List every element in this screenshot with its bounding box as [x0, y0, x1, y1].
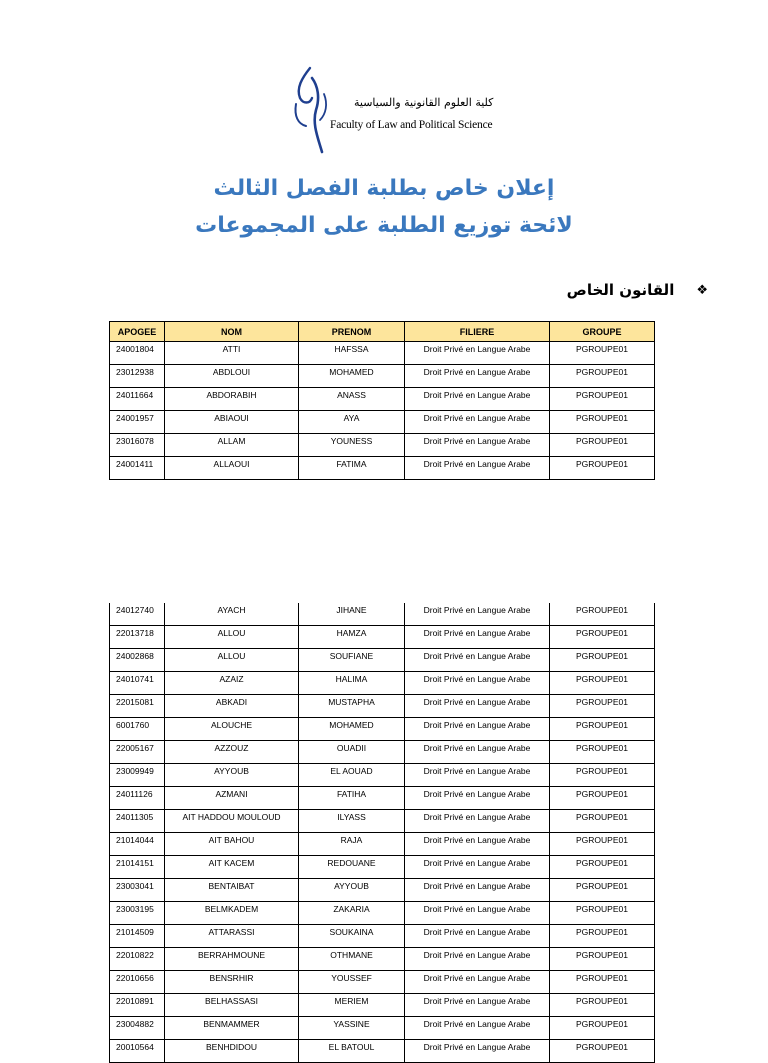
- filiere-cell: Droit Privé en Langue Arabe: [405, 741, 550, 764]
- filiere-cell: Droit Privé en Langue Arabe: [405, 603, 550, 626]
- apogee-cell: 22010822: [110, 948, 165, 971]
- column-header-apogee: APOGEE: [110, 322, 165, 342]
- prenom-cell: ANASS: [299, 388, 405, 411]
- nom-cell: AYYOUB: [165, 764, 299, 787]
- apogee-cell: 23012938: [110, 365, 165, 388]
- groupe-cell: PGROUPE01: [550, 649, 655, 672]
- groupe-cell: PGROUPE01: [550, 342, 655, 365]
- groupe-cell: PGROUPE01: [550, 994, 655, 1017]
- students-table-top: [109, 321, 655, 480]
- nom-cell: ABDLOUI: [165, 365, 299, 388]
- filiere-cell: Droit Privé en Langue Arabe: [405, 457, 550, 480]
- prenom-cell: ZAKARIA: [299, 902, 405, 925]
- nom-cell: AZMANI: [165, 787, 299, 810]
- nom-cell: BENHDIDOU: [165, 1040, 299, 1063]
- prenom-cell: HAMZA: [299, 626, 405, 649]
- apogee-cell: 21014151: [110, 856, 165, 879]
- nom-cell: BERRAHMOUNE: [165, 948, 299, 971]
- nom-cell: AIT HADDOU MOULOUD: [165, 810, 299, 833]
- filiere-cell: Droit Privé en Langue Arabe: [405, 1040, 550, 1063]
- table-row: [110, 649, 655, 672]
- section-heading: [567, 281, 708, 299]
- groupe-cell: PGROUPE01: [550, 626, 655, 649]
- table-row: [110, 902, 655, 925]
- prenom-cell: SOUFIANE: [299, 649, 405, 672]
- groupe-cell: PGROUPE01: [550, 879, 655, 902]
- groupe-cell: PGROUPE01: [550, 971, 655, 994]
- nom-cell: ABIAOUI: [165, 411, 299, 434]
- nom-cell: ALLOU: [165, 649, 299, 672]
- groupe-cell: PGROUPE01: [550, 925, 655, 948]
- apogee-cell: 22015081: [110, 695, 165, 718]
- filiere-cell: Droit Privé en Langue Arabe: [405, 902, 550, 925]
- nom-cell: AIT KACEM: [165, 856, 299, 879]
- groupe-cell: PGROUPE01: [550, 457, 655, 480]
- table-row: [110, 626, 655, 649]
- table-row: [110, 1040, 655, 1063]
- groupe-cell: PGROUPE01: [550, 787, 655, 810]
- nom-cell: BENSRHIR: [165, 971, 299, 994]
- groupe-cell: PGROUPE01: [550, 948, 655, 971]
- table-row: [110, 672, 655, 695]
- filiere-cell: Droit Privé en Langue Arabe: [405, 626, 550, 649]
- apogee-cell: 23004882: [110, 1017, 165, 1040]
- apogee-cell: 22010656: [110, 971, 165, 994]
- groupe-cell: PGROUPE01: [550, 902, 655, 925]
- apogee-cell: 22010891: [110, 994, 165, 1017]
- table-row: [110, 388, 655, 411]
- logo-arabic-text: كلية العلوم القانونية والسياسية: [354, 96, 494, 109]
- nom-cell: ALLOU: [165, 626, 299, 649]
- prenom-cell: FATIHA: [299, 787, 405, 810]
- apogee-cell: 24002868: [110, 649, 165, 672]
- table-row: [110, 342, 655, 365]
- apogee-cell: 22013718: [110, 626, 165, 649]
- diamond-bullet-icon: ❖: [696, 282, 708, 298]
- groupe-cell: PGROUPE01: [550, 810, 655, 833]
- groupe-cell: PGROUPE01: [550, 741, 655, 764]
- groupe-cell: PGROUPE01: [550, 1017, 655, 1040]
- filiere-cell: Droit Privé en Langue Arabe: [405, 810, 550, 833]
- section-label: القانون الخاص: [566, 281, 675, 299]
- filiere-cell: Droit Privé en Langue Arabe: [405, 787, 550, 810]
- apogee-cell: 23003041: [110, 879, 165, 902]
- groupe-cell: PGROUPE01: [550, 833, 655, 856]
- prenom-cell: OTHMANE: [299, 948, 405, 971]
- groupe-cell: PGROUPE01: [550, 672, 655, 695]
- nom-cell: ATTI: [165, 342, 299, 365]
- table-row: [110, 764, 655, 787]
- prenom-cell: AYA: [299, 411, 405, 434]
- filiere-cell: Droit Privé en Langue Arabe: [405, 994, 550, 1017]
- prenom-cell: EL AOUAD: [299, 764, 405, 787]
- prenom-cell: FATIMA: [299, 457, 405, 480]
- groupe-cell: PGROUPE01: [550, 411, 655, 434]
- column-header-filiere: FILIERE: [405, 322, 550, 342]
- apogee-cell: 21014509: [110, 925, 165, 948]
- table-row: [110, 879, 655, 902]
- table-row: [110, 411, 655, 434]
- filiere-cell: Droit Privé en Langue Arabe: [405, 365, 550, 388]
- table-row: [110, 741, 655, 764]
- nom-cell: AZZOUZ: [165, 741, 299, 764]
- table-row: [110, 787, 655, 810]
- groupe-cell: PGROUPE01: [550, 388, 655, 411]
- table-row: [110, 434, 655, 457]
- nom-cell: BELMKADEM: [165, 902, 299, 925]
- table-row: [110, 1017, 655, 1040]
- prenom-cell: SOUKAINA: [299, 925, 405, 948]
- prenom-cell: MOHAMED: [299, 365, 405, 388]
- apogee-cell: 23016078: [110, 434, 165, 457]
- prenom-cell: HALIMA: [299, 672, 405, 695]
- filiere-cell: Droit Privé en Langue Arabe: [405, 1017, 550, 1040]
- groupe-cell: PGROUPE01: [550, 365, 655, 388]
- faculty-logo: [288, 64, 494, 154]
- logo-english-text: Faculty of Law and Political Science: [330, 119, 493, 131]
- apogee-cell: 24001957: [110, 411, 165, 434]
- prenom-cell: RAJA: [299, 833, 405, 856]
- prenom-cell: HAFSSA: [299, 342, 405, 365]
- nom-cell: ALOUCHE: [165, 718, 299, 741]
- filiere-cell: Droit Privé en Langue Arabe: [405, 856, 550, 879]
- prenom-cell: OUADII: [299, 741, 405, 764]
- groupe-cell: PGROUPE01: [550, 695, 655, 718]
- column-header-prenom: PRENOM: [299, 322, 405, 342]
- prenom-cell: ILYASS: [299, 810, 405, 833]
- filiere-cell: Droit Privé en Langue Arabe: [405, 948, 550, 971]
- prenom-cell: MUSTAPHA: [299, 695, 405, 718]
- nom-cell: ALLAOUI: [165, 457, 299, 480]
- nom-cell: ALLAM: [165, 434, 299, 457]
- nom-cell: ATTARASSI: [165, 925, 299, 948]
- apogee-cell: 24011664: [110, 388, 165, 411]
- prenom-cell: AYYOUB: [299, 879, 405, 902]
- table-row: [110, 718, 655, 741]
- groupe-cell: PGROUPE01: [550, 764, 655, 787]
- filiere-cell: Droit Privé en Langue Arabe: [405, 342, 550, 365]
- table-row: [110, 365, 655, 388]
- apogee-cell: 24001411: [110, 457, 165, 480]
- filiere-cell: Droit Privé en Langue Arabe: [405, 833, 550, 856]
- nom-cell: BENTAIBAT: [165, 879, 299, 902]
- prenom-cell: REDOUANE: [299, 856, 405, 879]
- apogee-cell: 6001760: [110, 718, 165, 741]
- filiere-cell: Droit Privé en Langue Arabe: [405, 718, 550, 741]
- nom-cell: AZAIZ: [165, 672, 299, 695]
- apogee-cell: 22005167: [110, 741, 165, 764]
- apogee-cell: 21014044: [110, 833, 165, 856]
- table-row: [110, 948, 655, 971]
- apogee-cell: 24011126: [110, 787, 165, 810]
- table-row: [110, 994, 655, 1017]
- filiere-cell: Droit Privé en Langue Arabe: [405, 764, 550, 787]
- filiere-cell: Droit Privé en Langue Arabe: [405, 649, 550, 672]
- nom-cell: AIT BAHOU: [165, 833, 299, 856]
- table-header-row: [110, 322, 655, 342]
- table-row: [110, 833, 655, 856]
- prenom-cell: YOUNESS: [299, 434, 405, 457]
- table-row: [110, 695, 655, 718]
- prenom-cell: EL BATOUL: [299, 1040, 405, 1063]
- apogee-cell: 24012740: [110, 603, 165, 626]
- apogee-cell: 20010564: [110, 1040, 165, 1063]
- students-table-bottom: [109, 603, 655, 1063]
- column-header-groupe: GROUPE: [550, 322, 655, 342]
- prenom-cell: MERIEM: [299, 994, 405, 1017]
- groupe-cell: PGROUPE01: [550, 856, 655, 879]
- table-row: [110, 810, 655, 833]
- filiere-cell: Droit Privé en Langue Arabe: [405, 695, 550, 718]
- nom-cell: BELHASSASI: [165, 994, 299, 1017]
- nom-cell: BENMAMMER: [165, 1017, 299, 1040]
- filiere-cell: Droit Privé en Langue Arabe: [405, 434, 550, 457]
- prenom-cell: YOUSSEF: [299, 971, 405, 994]
- nom-cell: ABDORABIH: [165, 388, 299, 411]
- nom-cell: AYACH: [165, 603, 299, 626]
- logo-emblem-icon: [288, 64, 334, 156]
- filiere-cell: Droit Privé en Langue Arabe: [405, 925, 550, 948]
- announcement-title: إعلان خاص بطلبة الفصل الثالث: [213, 176, 555, 201]
- filiere-cell: Droit Privé en Langue Arabe: [405, 411, 550, 434]
- announcement-subtitle: لائحة توزيع الطلبة على المجموعات: [195, 213, 573, 238]
- prenom-cell: YASSINE: [299, 1017, 405, 1040]
- apogee-cell: 24001804: [110, 342, 165, 365]
- nom-cell: ABKADI: [165, 695, 299, 718]
- table-row: [110, 925, 655, 948]
- column-header-nom: NOM: [165, 322, 299, 342]
- groupe-cell: PGROUPE01: [550, 1040, 655, 1063]
- groupe-cell: PGROUPE01: [550, 718, 655, 741]
- filiere-cell: Droit Privé en Langue Arabe: [405, 879, 550, 902]
- filiere-cell: Droit Privé en Langue Arabe: [405, 672, 550, 695]
- prenom-cell: JIHANE: [299, 603, 405, 626]
- groupe-cell: PGROUPE01: [550, 603, 655, 626]
- table-row: [110, 603, 655, 626]
- apogee-cell: 24011305: [110, 810, 165, 833]
- apogee-cell: 23009949: [110, 764, 165, 787]
- table-row: [110, 457, 655, 480]
- apogee-cell: 24010741: [110, 672, 165, 695]
- apogee-cell: 23003195: [110, 902, 165, 925]
- table-row: [110, 971, 655, 994]
- groupe-cell: PGROUPE01: [550, 434, 655, 457]
- filiere-cell: Droit Privé en Langue Arabe: [405, 971, 550, 994]
- prenom-cell: MOHAMED: [299, 718, 405, 741]
- table-row: [110, 856, 655, 879]
- filiere-cell: Droit Privé en Langue Arabe: [405, 388, 550, 411]
